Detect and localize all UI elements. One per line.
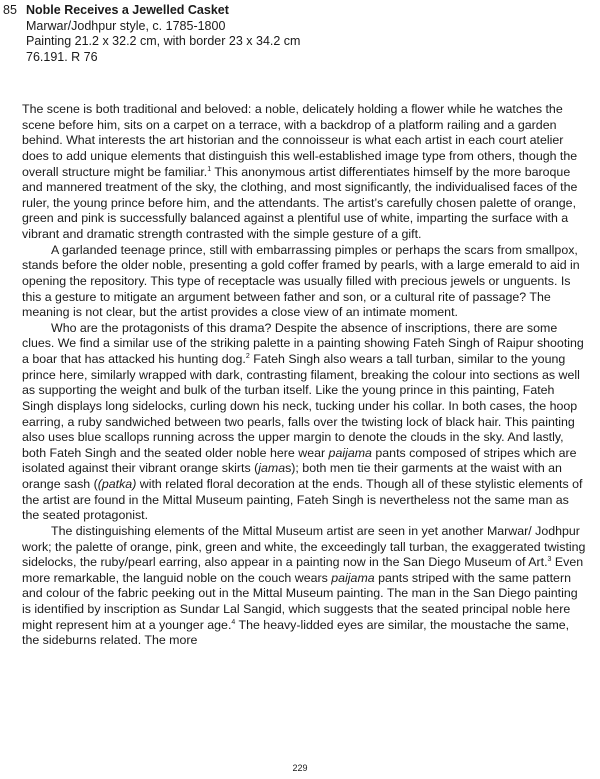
italic-term: (patka) xyxy=(97,477,137,491)
paragraph-2 xyxy=(22,243,588,321)
text-run: The scene is both traditional and beloved: a noble, delicately holding a flower while he watches the scene before him, sits on a carpet on a terrace, with a backdrop of a platform railing and a garden behind. What interests the art historian and the connoisseur is what each artist in each court atelier does to add unique elements that distinguish this well-established image type from others, though the overall structure might be familiar. xyxy=(22,102,578,179)
paragraph-1 xyxy=(22,102,588,243)
entry-dimensions: Painting 21.2 x 32.2 cm, with border 23 x 34.2 cm xyxy=(26,34,301,48)
entry-metadata xyxy=(26,3,300,65)
footnote-ref: 4 xyxy=(231,618,236,626)
italic-term: paijama xyxy=(328,445,372,460)
footnote-ref: 1 xyxy=(207,165,212,173)
entry-accession: 76.191. R 76 xyxy=(26,49,98,64)
entry-style: Marwar/Jodhpur style, c. 1785-1800 xyxy=(26,18,226,33)
essay-body xyxy=(22,102,588,649)
paragraph-3 xyxy=(22,321,588,524)
italic-term: jama xyxy=(258,461,286,476)
entry-number: 85 xyxy=(3,3,17,17)
paragraph-4 xyxy=(22,524,588,649)
text-run: s); both men tie their garments at the waist with an orange sash ( xyxy=(22,461,562,491)
text-run: Fateh Singh also wears a tall turban, similar to the young prince here, similarly wrapped with dark, contrasting filament, breaking the colour into sections as well as supporting the weight and bulk of the turban itself. Like the young prince in this painting, Fateh Singh displays long sidelocks, curling down his neck, tucking under his collar. In both cases, the hoop earring, a ruby sandwiched between two pearls, falls over the twisting lock of black hair. This painting also uses blue scallops running across the upper margin to denote the clouds in the sky. And lastly, both Fateh Singh and the seated older noble here wear xyxy=(22,352,580,460)
footnote-ref: 3 xyxy=(547,556,552,563)
text-run: Who are the protagonists of this drama? Despite the absence of inscriptions, there are some clues. We find a similar use of the striking palette in a painting showing Fateh Singh of Raipur shooting a boar that has attacked his hunting dog. xyxy=(22,320,584,366)
italic-term: paijama xyxy=(331,570,375,585)
text-run: The distinguishing elements of the Mittal Museum artist are seen in yet another Marwar/ Jodhpur work; the palette of orange, pink, green and white, the exceedingly tall turban, the exaggerated twisting sidelocks, the ruby/pearl earring, also appear in a painting now in the San Diego Museum of Art. xyxy=(22,523,586,570)
text-run: with related floral decoration at the ends. Though all of these stylistic elements of the artist are found in the Mittal Museum painting, Fateh Singh is nevertheless not the same man as the seated protagonist. xyxy=(22,477,583,523)
text-run: Even more remarkable, the languid noble on the couch wears xyxy=(22,555,584,585)
footnote-ref: 2 xyxy=(245,352,250,360)
entry-title: Noble Receives a Jewelled Casket xyxy=(26,3,229,17)
text-run: A garlanded teenage prince, still with embarrassing pimples or perhaps the scars from smallpox, stands before the older noble, presenting a gold coffer framed by pearls, with a large emerald to aid in opening the repository. This type of receptacle was usually filled with precious jewels or unguents. Is this a gesture to mitigate an argument between father and son, or a cultural rite of passage? The meaning is not clear, but the artist provides a close view of an intimate moment. xyxy=(22,242,580,320)
text-run: The heavy-lidded eyes are similar, the moustache the same, the sideburns related. The more xyxy=(22,617,570,648)
text-run: pants striped with the same pattern and colour of the fabric peeking out in the Mittal Museum painting. The man in the San Diego painting is identified by inscription as Sundar Lal Sangid, which suggests that the seated principal noble here might represent him at a younger age. xyxy=(22,570,578,632)
text-run: pants composed of stripes which are isolated against their vibrant orange skirts ( xyxy=(22,445,577,476)
text-run: This anonymous artist differentiates himself by the more baroque and mannered treatment of the sky, the clothing, and most significantly, the individualised faces of the ruler, the young prince before him, and the attendants. The artist’s carefully chosen palette of orange, green and pink is successfully balanced against a plentiful use of white, imparting the surface with a vibrant and dramatic strength contrasted with the simple gesture of a gift. xyxy=(22,164,578,241)
page-number: 229 xyxy=(292,763,308,773)
